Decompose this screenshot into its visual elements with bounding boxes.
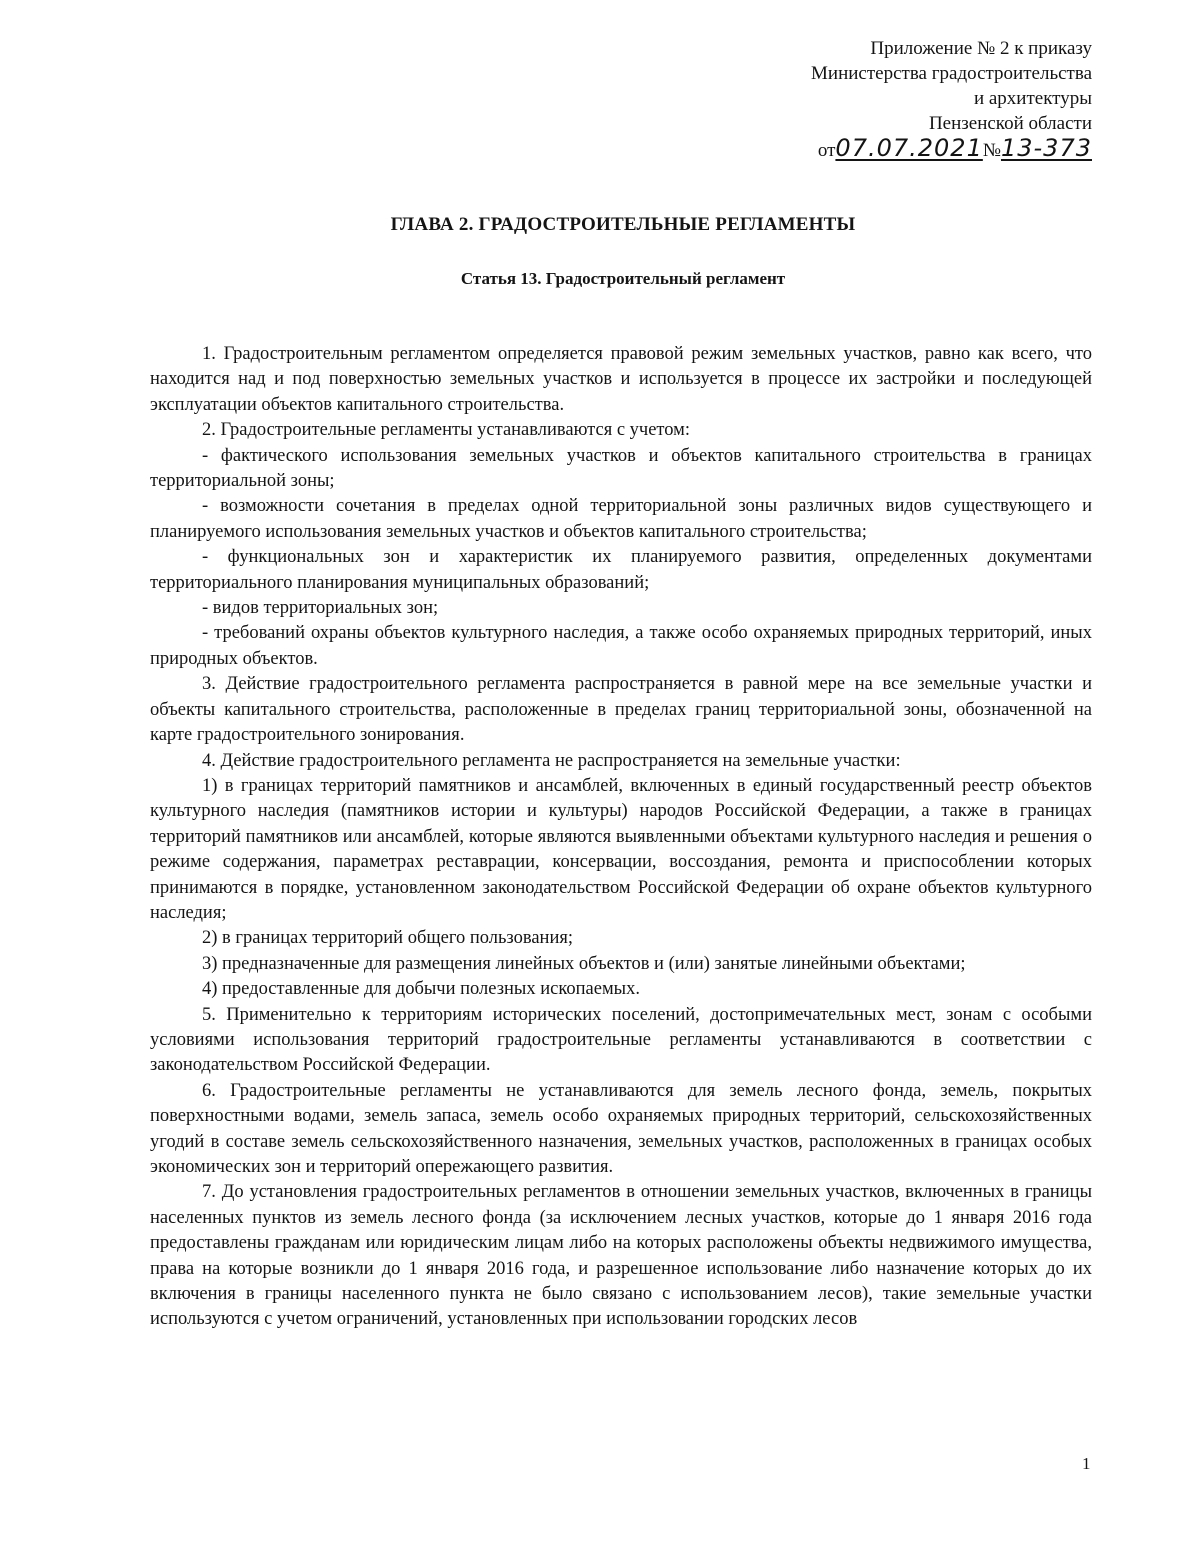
page-number: 1 [1082, 1454, 1091, 1473]
paragraph-9: 4. Действие градостроительного регламента не распространяется на земельные участки: [202, 750, 901, 771]
paragraph-6: - видов территориальных зон; [202, 598, 439, 619]
paragraph-12: 3) предназначенные для размещения линейных объектов и (или) занятые линейными объектами; [202, 953, 966, 974]
paragraph-15: 6. Градостроительные регламенты не устанавливаются для земель лесного фонда, земель, покрытых поверхностными водами, земель запаса, земель особо охраняемых природных территорий, сельскохозяйственных угодий в составе земель сельскохозяйственного назначения, земельных участков, расположенных в границах особых экономических зон и территорий опережающего развития. [150, 1080, 1092, 1177]
order-date-line [811, 136, 1092, 163]
paragraph-8: 3. Действие градостроительного регламента распространяется в равной мере на все земельные участки и объекты капитального строительства, расположенные в пределах границ территориальной зоны, обозначенной на карте градостроительного зонирования. [150, 674, 1092, 746]
paragraph-14: 5. Применительно к территориям исторических поселений, достопримечательных мест, зонам с особыми условиями использования территорий градостроительные регламенты устанавливаются в соответствии с законодательством Российской Федерации. [150, 1004, 1092, 1076]
article-body [150, 342, 1092, 1333]
paragraph-1: 1. Градостроительным регламентом определяется правовой режим земельных участков, равно как всего, что находится над и под поверхностью земельных участков и используется в процессе их застройки и последующей эксплуатации объектов капитального строительства. [150, 344, 1092, 415]
chapter-title: ГЛАВА 2. ГРАДОСТРОИТЕЛЬНЫЕ РЕГЛАМЕНТЫ [390, 214, 856, 235]
paragraph-4: - возможности сочетания в пределах одной территориальной зоны различных видов существующего и планируемого использования земельных участков и объектов капитального строительства; [150, 496, 1092, 542]
paragraph-11: 2) в границах территорий общего пользования; [202, 928, 573, 949]
paragraph-7: - требований охраны объектов культурного наследия, а также особо охраняемых природных территорий, иных природных объектов. [150, 623, 1092, 669]
article-title: Статья 13. Градостроительный регламент [460, 269, 786, 288]
paragraph-13: 4) предоставленные для добычи полезных ископаемых. [202, 979, 640, 1000]
number-prefix: № [982, 140, 1001, 161]
paragraph-16: 7. До установления градостроительных регламентов в отношении земельных участков, включенных в границы населенных пунктов из земель лесного фонда (за исключением лесных участков, которые до 1 января 2016 года предоставлены гражданам или юридическим лицам либо на которых расположены объекты недвижимого имущества, права на которые возникли до 1 января 2016 года, и разрешенное использование либо назначение которых до их включения в границы населенного пункта не было связано с использованием лесов), такие земельные участки используются с учетом ограничений, установленных при использовании городских лесов [150, 1182, 1092, 1330]
header-line-1: Приложение № 2 к приказу [870, 38, 1092, 59]
paragraph-5: - функциональных зон и характеристик их планируемого развития, определенных документами территориального планирования муниципальных образований; [150, 547, 1092, 593]
header-line-3: и архитектуры [973, 88, 1092, 109]
appendix-header [811, 36, 1092, 163]
paragraph-3: - фактического использования земельных участков и объектов капитального строительства в границах территориальной зоны; [150, 445, 1092, 492]
header-line-2: Министерства градостроительства [811, 63, 1092, 84]
order-date: 07.07.2021 [835, 134, 983, 162]
paragraph-10: 1) в границах территорий памятников и ансамблей, включенных в единый государственный реестр объектов культурного наследия (памятников истории и культуры) народов Российской Федерации, а также в границах территорий памятников или ансамблей, которые являются выявленными объектами культурного наследия и решения о режиме содержания, параметрах реставрации, консервации, воссоздания, ремонта и приспособлении которых принимаются в порядке, установленном законодательством Российской Федерации об охране объектов культурного наследия; [150, 775, 1092, 923]
order-number: 13-373 [1000, 134, 1092, 162]
date-prefix: от [817, 140, 836, 161]
paragraph-2: 2. Градостроительные регламенты устанавливаются с учетом: [202, 420, 691, 441]
header-line-4: Пензенской области [928, 113, 1092, 134]
